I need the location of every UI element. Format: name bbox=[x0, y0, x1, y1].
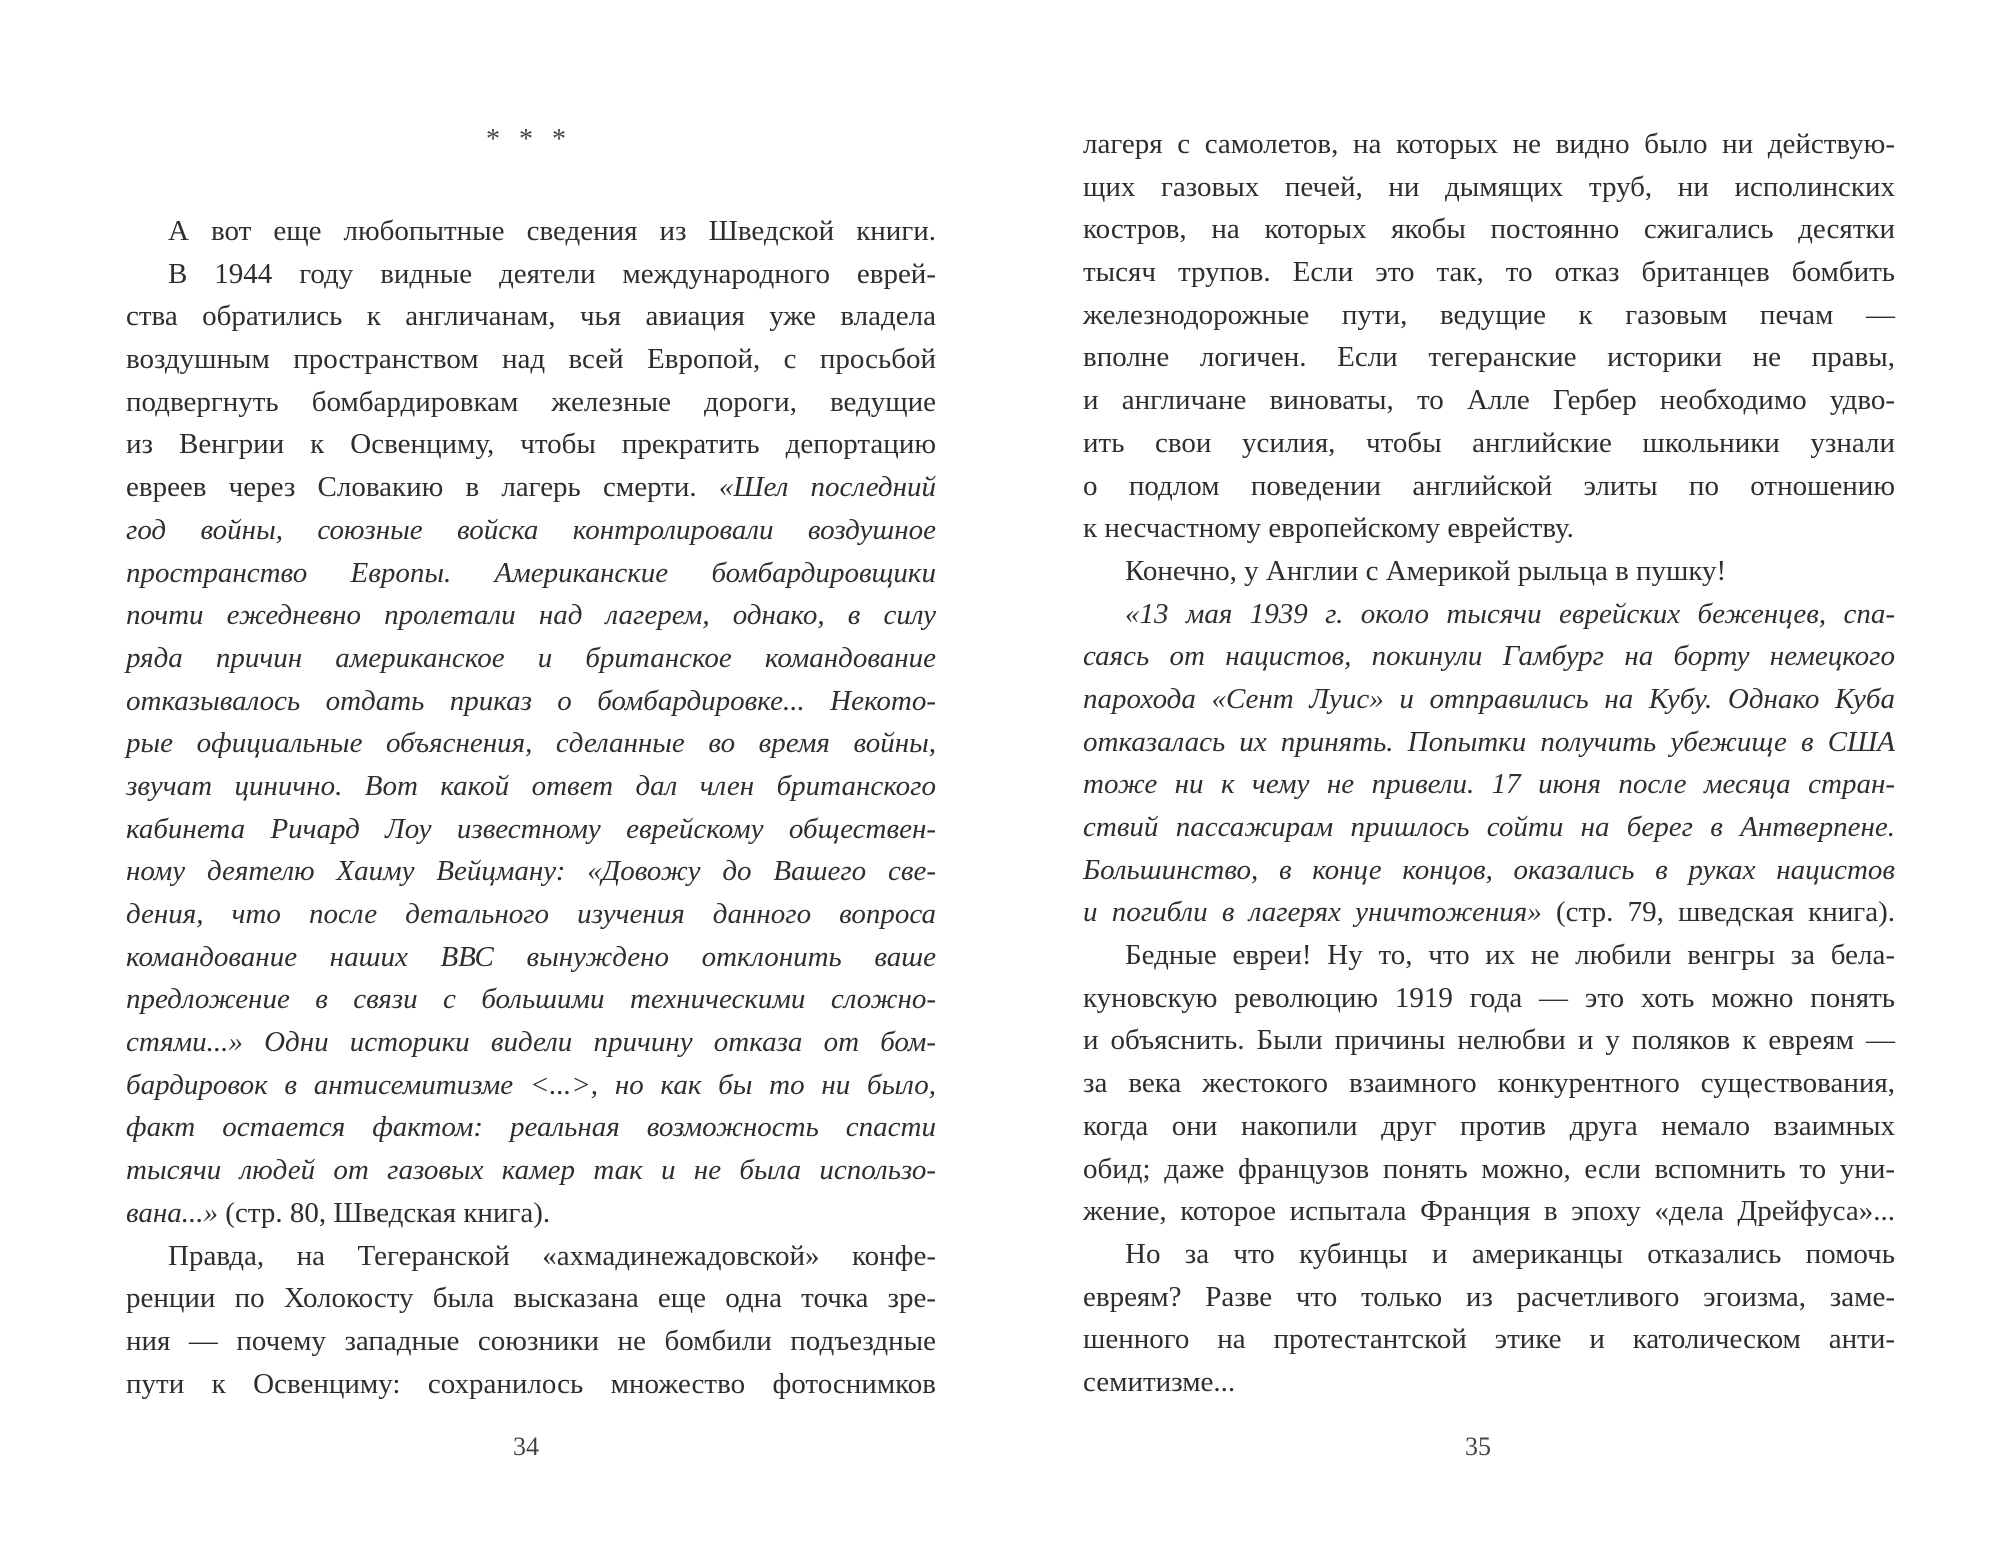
text-line bbox=[1083, 1105, 1895, 1148]
text-line bbox=[126, 509, 936, 552]
text-line bbox=[1083, 1019, 1895, 1062]
text-line bbox=[1083, 891, 1895, 934]
body-text: (стр. 79, шведская книга). bbox=[1541, 896, 1895, 929]
text-line bbox=[1083, 849, 1895, 892]
body-text: семитизме... bbox=[1083, 1365, 1236, 1398]
text-line bbox=[1083, 721, 1895, 764]
text-line bbox=[1083, 934, 1895, 977]
text-line bbox=[126, 1320, 936, 1363]
text-line bbox=[126, 1277, 936, 1320]
text-line bbox=[1083, 379, 1895, 422]
body-text: тысяч трупов. Если это так, то отказ британцев бомбить bbox=[1083, 256, 1895, 289]
quoted-text: год войны, союзные войска контролировали воздушное bbox=[126, 513, 936, 546]
text-line bbox=[1083, 251, 1895, 294]
text-line bbox=[126, 210, 936, 253]
body-text: из Венгрии к Освенциму, чтобы прекратить депортацию bbox=[126, 428, 936, 461]
text-line bbox=[1083, 635, 1895, 678]
text-line bbox=[126, 381, 936, 424]
quoted-text: рые официальные объяснения, сделанные во время войны, bbox=[126, 727, 936, 760]
text-line bbox=[1083, 422, 1895, 465]
text-line bbox=[126, 893, 936, 936]
page-number: 35 bbox=[1465, 1432, 1491, 1461]
quoted-text: бардировок в антисемитизме <...>, но как бы то ни было, bbox=[126, 1068, 936, 1101]
text-line bbox=[1083, 465, 1895, 508]
quoted-text: тоже ни к чему не привели. 17 июня после месяца стран- bbox=[1083, 768, 1895, 801]
quoted-text: отказалась их принять. Попытки получить убежище в США bbox=[1083, 725, 1895, 758]
text-line bbox=[126, 765, 936, 808]
page-number: 34 bbox=[513, 1432, 539, 1461]
text-line bbox=[126, 466, 936, 509]
text-line bbox=[1083, 678, 1895, 721]
quoted-text: тысячи людей от газовых камер так и не была использо- bbox=[126, 1154, 936, 1187]
body-text: куновскую революцию 1919 года — это хоть можно понять bbox=[1083, 981, 1895, 1014]
text-line bbox=[126, 978, 936, 1021]
text-line bbox=[126, 253, 936, 296]
text-line bbox=[1083, 806, 1895, 849]
quoted-text: командование наших ВВС вынуждено отклонить ваше bbox=[126, 940, 936, 973]
text-line bbox=[1083, 208, 1895, 251]
text-line bbox=[126, 680, 936, 723]
quoted-text: предложение в связи с большими техническими сложно- bbox=[126, 983, 936, 1016]
text-line bbox=[126, 552, 936, 595]
text-line bbox=[1083, 294, 1895, 337]
quoted-text: парохода «Сент Луис» и отправились на Кубу. Однако Куба bbox=[1083, 682, 1895, 715]
text-line bbox=[126, 936, 936, 979]
body-text: жение, которое испытала Франция в эпоху «дела Дрейфуса»... bbox=[1083, 1195, 1895, 1228]
text-line bbox=[126, 423, 936, 466]
body-text: пути к Освенциму: сохранилось множество фотоснимков bbox=[126, 1367, 936, 1400]
text-line bbox=[1083, 1233, 1895, 1276]
body-text: Но за что кубинцы и американцы отказались помочь bbox=[1125, 1237, 1895, 1270]
body-text: Конечно, у Англии с Америкой рыльца в пушку! bbox=[1125, 554, 1727, 587]
text-line bbox=[1083, 1148, 1895, 1191]
body-text: ить свои усилия, чтобы английские школьники узнали bbox=[1083, 426, 1895, 459]
body-text: Бедные евреи! Ну то, что их не любили венгры за бела- bbox=[1125, 939, 1895, 972]
quoted-text: факт остается фактом: реальная возможность спасти bbox=[126, 1111, 936, 1144]
right-page bbox=[1000, 0, 2000, 1548]
text-line bbox=[1083, 593, 1895, 636]
text-line bbox=[1083, 1318, 1895, 1361]
quoted-text: вана...» bbox=[126, 1196, 219, 1229]
quoted-text: «Шел последний bbox=[718, 471, 936, 504]
quoted-text: отказывалось отдать приказ о бомбардировке... Некото- bbox=[126, 684, 936, 717]
text-line bbox=[1083, 1361, 1895, 1404]
quoted-text: Большинство, в конце концов, оказались в руках нацистов bbox=[1083, 853, 1895, 886]
text-line bbox=[126, 1363, 936, 1406]
body-text: когда они накопили друг против друга немало взаимных bbox=[1083, 1109, 1895, 1142]
quoted-text: ряда причин американское и британское командование bbox=[126, 641, 936, 674]
text-line bbox=[126, 808, 936, 851]
quoted-text: стями...» Одни историки видели причину отказа от бом- bbox=[126, 1026, 936, 1059]
body-text: о подлом поведении английской элиты по отношению bbox=[1083, 469, 1895, 502]
text-line bbox=[126, 637, 936, 680]
quoted-text: звучат цинично. Вот какой ответ дал член британского bbox=[126, 769, 936, 802]
text-line bbox=[126, 850, 936, 893]
text-line bbox=[126, 1021, 936, 1064]
quoted-text: ствий пассажирам пришлось сойти на берег в Антверпене. bbox=[1083, 811, 1895, 843]
body-text: ренции по Холокосту была высказана еще одна точка зре- bbox=[126, 1282, 936, 1315]
quoted-text: почти ежедневно пролетали над лагерем, однако, в силу bbox=[126, 599, 936, 632]
body-text: к несчастному европейскому еврейству. bbox=[1083, 512, 1574, 545]
quoted-text: саясь от нацистов, покинули Гамбург на борту немецкого bbox=[1083, 640, 1895, 673]
body-text: щих газовых печей, ни дымящих труб, ни исполинских bbox=[1083, 170, 1895, 203]
text-line bbox=[1083, 336, 1895, 379]
body-text: костров, на которых якобы постоянно сжигались десятки bbox=[1083, 213, 1895, 246]
text-line bbox=[1083, 763, 1895, 806]
quoted-text: ному деятелю Хаиму Вейцману: «Довожу до Вашего све- bbox=[126, 855, 936, 888]
text-line bbox=[126, 594, 936, 637]
body-text: и англичане виноваты, то Алле Гербер необходимо удво- bbox=[1083, 384, 1895, 417]
text-line bbox=[126, 1235, 936, 1278]
body-text: подвергнуть бомбардировкам железные дороги, ведущие bbox=[126, 385, 936, 418]
body-text: В 1944 году видные деятели международного еврей- bbox=[168, 257, 936, 290]
body-text: обид; даже французов понять можно, если вспомнить то уни- bbox=[1083, 1152, 1895, 1185]
text-line bbox=[1083, 1062, 1895, 1105]
body-text: евреям? Разве что только из расчетливого эгоизма, заме- bbox=[1083, 1280, 1895, 1313]
body-text: евреев через Словакию в лагерь смерти. bbox=[126, 471, 719, 504]
body-text: за века жестокого взаимного конкурентного существования, bbox=[1083, 1067, 1895, 1100]
quoted-text: кабинета Ричард Лоу известному еврейскому обществен- bbox=[126, 812, 936, 845]
body-text: и объяснить. Были причины нелюбви и у поляков к евреям — bbox=[1083, 1024, 1895, 1057]
quoted-text: пространство Европы. Американские бомбардировщики bbox=[126, 556, 936, 589]
body-text: ния — почему западные союзники не бомбили подъездные bbox=[126, 1324, 936, 1357]
text-line bbox=[1083, 1190, 1895, 1233]
body-text: (стр. 80, Шведская книга). bbox=[218, 1196, 551, 1229]
text-line bbox=[126, 722, 936, 765]
body-text: железнодорожные пути, ведущие к газовым печам — bbox=[1083, 298, 1895, 331]
text-line bbox=[126, 1149, 936, 1192]
text-line bbox=[126, 1106, 936, 1149]
text-line bbox=[126, 1192, 936, 1235]
page-text bbox=[1083, 123, 1895, 1404]
text-line bbox=[1083, 166, 1895, 209]
body-text: ства обратились к англичанам, чья авиация уже владела bbox=[126, 300, 936, 333]
text-line bbox=[126, 295, 936, 338]
quoted-text: и погибли в лагерях уничтожения» bbox=[1083, 896, 1542, 929]
quoted-text: дения, что после детального изучения данного вопроса bbox=[126, 898, 936, 930]
body-text: лагеря с самолетов, на которых не видно было ни действую- bbox=[1083, 128, 1895, 160]
text-line bbox=[1083, 1276, 1895, 1319]
text-line bbox=[1083, 977, 1895, 1020]
body-text: шенного на протестантской этике и католическом анти- bbox=[1083, 1323, 1895, 1356]
text-line bbox=[1083, 123, 1895, 166]
section-separator: * * * bbox=[486, 124, 572, 155]
text-line bbox=[1083, 550, 1895, 593]
quoted-text: «13 мая 1939 г. около тысячи еврейских беженцев, спа- bbox=[1125, 597, 1895, 630]
text-line bbox=[126, 338, 936, 381]
page-text bbox=[126, 210, 936, 1405]
body-text: воздушным пространством над всей Европой, с просьбой bbox=[126, 343, 936, 376]
text-line bbox=[1083, 507, 1895, 550]
body-text: Правда, на Тегеранской «ахмадинежадовской» конфе- bbox=[168, 1239, 936, 1272]
body-text: А вот еще любопытные сведения из Шведской книги. bbox=[168, 215, 936, 247]
text-line bbox=[126, 1064, 936, 1107]
body-text: вполне логичен. Если тегеранские историки не правы, bbox=[1083, 341, 1895, 374]
